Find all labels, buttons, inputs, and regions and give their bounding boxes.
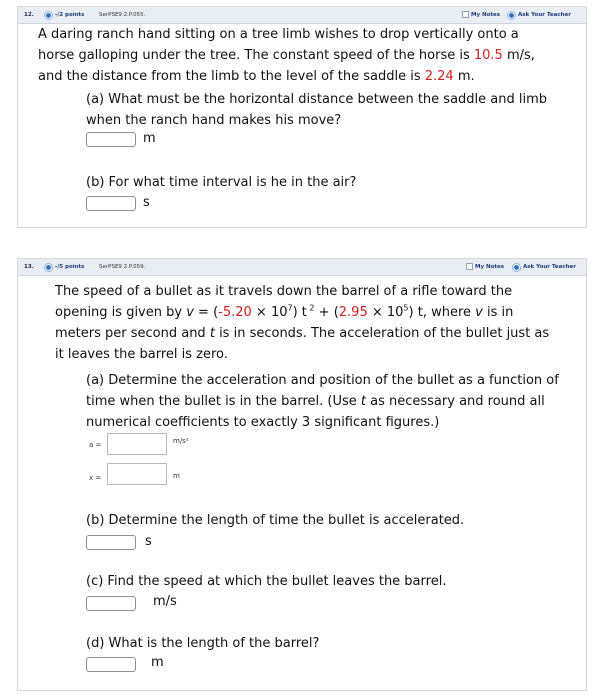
my-notes-link[interactable]: My Notes [475,264,504,270]
points-dot-icon [45,12,52,19]
notes-checkbox-icon[interactable] [462,11,469,18]
power-2: 2 [306,303,315,313]
ask-teacher-link[interactable]: Ask Your Teacher [518,12,571,18]
x-equals-label: x = [89,474,102,482]
q13-part-a-prompt [86,370,586,433]
speed-value: 10.5 [473,48,503,63]
stem-line: it leaves the barrel is zero. [55,347,228,362]
unit-label: m [143,131,156,146]
question-13-header [18,259,586,276]
prompt-line: when the ranch hand makes his move? [86,113,342,128]
question-source: SerPSE9 2.P.055. [99,12,146,18]
coefficient-1: -5.20 [218,305,252,320]
ask-teacher-icon[interactable] [508,12,515,19]
stem-text: is in [482,305,514,320]
notes-checkbox-icon[interactable] [466,263,473,270]
prompt-line: numerical coefficients to exactly 3 significant figures.) [86,415,440,430]
acceleration-input[interactable] [107,433,167,455]
prompt-line: (a) Determine the acceleration and position of the bullet as a function of [86,373,559,388]
stem-line [38,45,568,66]
stem-text: = ( [193,305,219,320]
stem-text: opening is given by [55,305,187,320]
unit-label: m [151,655,164,670]
x-unit-label: m [173,472,180,480]
variable-v: v [186,305,194,320]
q13-part-b-input[interactable] [86,535,136,550]
stem-line: A daring ranch hand sitting on a tree limb wishes to drop vertically onto a [38,27,519,42]
q12-part-b-input[interactable] [86,196,136,211]
q13-part-b-prompt: (b) Determine the length of time the bullet is accelerated. [86,513,465,528]
stem-text: × 10 [367,305,404,320]
q13-part-c-prompt: (c) Find the speed at which the bullet leaves the barrel. [86,574,447,589]
prompt-line [86,391,586,412]
a-unit-label: m/s² [173,437,189,445]
exponent-2: 5 [403,303,409,313]
prompt-text: time when the bullet is in the barrel. (Use [86,394,361,409]
unit-label: m/s [153,594,177,609]
variable-v: v [475,305,483,320]
stem-text: and the distance from the limb to the level of the saddle is [38,69,425,84]
q12-part-a-input[interactable] [86,132,136,147]
prompt-text: as necessary and round all [366,394,545,409]
stem-line: The speed of a bullet as it travels down the barrel of a rifle toward the [55,284,513,299]
stem-text: horse galloping under the tree. The constant speed of the horse is [38,48,474,63]
stem-text: is in seconds. The acceleration of the bullet just as [214,326,550,341]
ask-teacher-icon[interactable] [513,264,520,271]
question-12-header [18,7,586,24]
stem-text: ) t [292,305,307,320]
points-dot-icon [45,264,52,271]
stem-text: ) t [408,305,423,320]
stem-line [55,323,585,344]
question-12-stem [38,24,568,87]
q12-part-b-prompt: (b) For what time interval is he in the air? [86,175,357,190]
stem-text: , where [422,305,476,320]
my-notes-link[interactable]: My Notes [471,12,500,18]
ask-teacher-link[interactable]: Ask Your Teacher [523,264,576,270]
position-input[interactable] [107,463,167,485]
unit-label: s [145,534,152,549]
q13-part-d-prompt: (d) What is the length of the barrel? [86,636,320,651]
points-label: -/2 points [55,12,85,18]
stem-line [38,66,568,87]
stem-text: × 10 [251,305,288,320]
variable-t: t [209,326,215,341]
question-number: 13. [24,264,34,270]
prompt-line: (a) What must be the horizontal distance between the saddle and limb [86,92,548,107]
stem-text: m/s, [502,48,535,63]
variable-t: t [360,394,366,409]
coefficient-2: 2.95 [338,305,368,320]
stem-text: m. [453,69,475,84]
distance-value: 2.24 [424,69,454,84]
points-label: -/5 points [55,264,85,270]
a-equals-label: a = [89,441,102,449]
unit-label: s [143,195,150,210]
stem-line [55,302,585,323]
question-source: SerPSE9 2.P.059. [99,264,146,270]
q13-part-c-input[interactable] [86,596,136,611]
question-13-stem [55,281,585,365]
stem-text: meters per second and [55,326,210,341]
q12-part-a-prompt [86,89,586,131]
stem-text: + ( [314,305,339,320]
q13-part-d-input[interactable] [86,657,136,672]
question-number: 12. [24,12,34,18]
exponent-1: 7 [287,303,293,313]
